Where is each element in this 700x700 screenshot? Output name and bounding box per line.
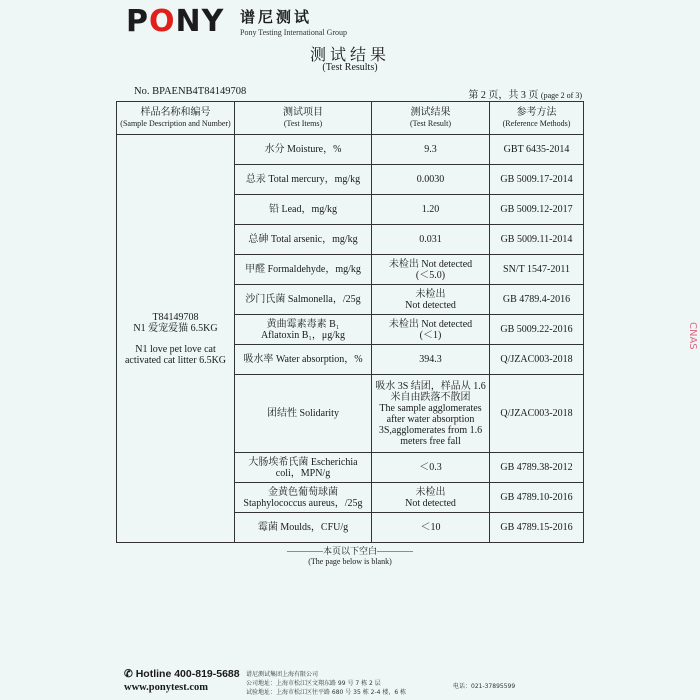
table-row	[117, 135, 584, 165]
footer-company-address: 公司地址：上海市松江区文翔东路 99 号 7 栋 2 层	[246, 680, 381, 687]
header-test-items: 测试项目 (Test Items)	[235, 102, 372, 135]
company-name-cn: 谱尼测试	[240, 8, 313, 26]
company-name-en: Pony Testing International Group	[240, 28, 348, 37]
test-result-cell: 吸水 3S 结团，样品从 1.6 米自由跌落不散团 The sample agglomerates after water absorption 3S,agglomerates from 1.6 meters free fall	[372, 375, 490, 453]
footer-lab-address: 试验地址：上海市松江区往平路 680 号 35 栋 2-4 楼，6 栋	[246, 689, 407, 696]
hotline: ✆ Hotline 400-819-5688	[124, 668, 240, 680]
test-result-cell: 9.3	[372, 135, 490, 165]
test-item-cell: 大肠埃希氏菌 Escherichia coli，MPN/g	[235, 453, 372, 483]
reference-method-cell: GB 4789.15-2016	[490, 513, 584, 543]
company-brand	[240, 6, 347, 37]
website-link[interactable]: www.ponytest.com	[124, 682, 208, 693]
reference-method-cell: Q/JZAC003-2018	[490, 375, 584, 453]
footer-phone: 电话：021-37895599	[453, 683, 516, 690]
test-result-cell: ＜0.3	[372, 453, 490, 483]
table-header-row	[117, 102, 584, 135]
reference-method-cell: GB 4789.4-2016	[490, 285, 584, 315]
reference-method-cell: GBT 6435-2014	[490, 135, 584, 165]
page-title-cn: 测试结果	[309, 45, 390, 64]
company-address-block	[246, 670, 406, 697]
header-test-result: 测试结果 (Test Result)	[372, 102, 490, 135]
reference-method-cell: GB 4789.10-2016	[490, 483, 584, 513]
test-item-cell: 团结性 Solidarity	[235, 375, 372, 453]
test-result-cell: 394.3	[372, 345, 490, 375]
test-result-cell: 1.20	[372, 195, 490, 225]
test-item-cell: 铅 Lead，mg/kg	[235, 195, 372, 225]
test-result-cell: 0.031	[372, 225, 490, 255]
table-body	[117, 135, 584, 543]
reference-method-cell: GB 4789.38-2012	[490, 453, 584, 483]
test-item-cell: 沙门氏菌 Salmonella，/25g	[235, 285, 372, 315]
page-indicator-en: (page 2 of 3)	[540, 91, 582, 100]
reference-method-cell: GB 5009.11-2014	[490, 225, 584, 255]
end-of-page-marker-en: (The page below is blank)	[308, 557, 392, 566]
test-results-table	[116, 101, 584, 543]
sample-description-cell: T84149708 N1 爱宠爱猫 6.5KG N1 love pet love cat activated cat litter 6.5KG	[117, 135, 235, 543]
logo-wordmark: PONY	[126, 3, 225, 39]
header-sample: 样品名称和编号 (Sample Description and Number)	[117, 102, 235, 135]
report-number: No. BPAENB4T84149708	[134, 86, 247, 97]
reference-method-cell: GB 5009.12-2017	[490, 195, 584, 225]
header-reference-method: 参考方法 (Reference Methods)	[490, 102, 584, 135]
test-result-cell: 0.0030	[372, 165, 490, 195]
test-item-cell: 黄曲霉素毒素 B₁ Aflatoxin B₁，μg/kg	[235, 315, 372, 345]
test-item-cell: 吸水率 Water absorption，%	[235, 345, 372, 375]
test-item-cell: 甲醛 Formaldehyde，mg/kg	[235, 255, 372, 285]
margin-stamp: CNAS	[687, 322, 698, 350]
test-result-cell: 未检出 Not detected	[372, 285, 490, 315]
page-indicator-cn: 第 2 页，共 3 页	[468, 90, 539, 101]
footer-company-name: 谱尼测试集团上海有限公司	[246, 671, 319, 678]
reference-method-cell: Q/JZAC003-2018	[490, 345, 584, 375]
test-item-cell: 水分 Moisture，%	[235, 135, 372, 165]
test-result-cell: 未检出 Not detected	[372, 483, 490, 513]
pony-logo	[126, 4, 224, 38]
reference-method-cell: GB 5009.22-2016	[490, 315, 584, 345]
test-result-cell: 未检出 Not detected (＜1)	[372, 315, 490, 345]
test-item-cell: 金黄色葡萄球菌 Staphylococcus aureus，/25g	[235, 483, 372, 513]
page-title-en: (Test Results)	[322, 62, 378, 73]
test-result-cell: ＜10	[372, 513, 490, 543]
test-item-cell: 总汞 Total mercury，mg/kg	[235, 165, 372, 195]
test-item-cell: 总砷 Total arsenic，mg/kg	[235, 225, 372, 255]
reference-method-cell: SN/T 1547-2011	[490, 255, 584, 285]
test-item-cell: 霉菌 Moulds，CFU/g	[235, 513, 372, 543]
reference-method-cell: GB 5009.17-2014	[490, 165, 584, 195]
end-of-page-marker: ————本页以下空白————	[286, 546, 413, 556]
page-indicator	[468, 86, 582, 101]
test-result-cell: 未检出 Not detected (＜5.0)	[372, 255, 490, 285]
